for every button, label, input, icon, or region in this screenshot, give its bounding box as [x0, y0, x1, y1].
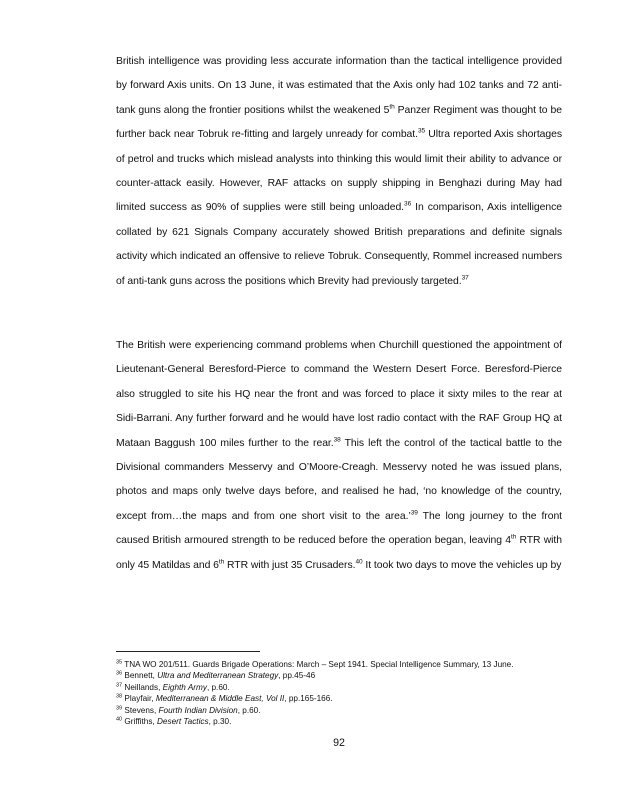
footnote-ref: th — [389, 103, 395, 111]
footnote-text: Neillands, — [122, 682, 163, 692]
body-text-run: Ultra reported Axis shortages of petrol and trucks which mislead analysts into thinking this would limit their ability to advance or counter-attack easily. However, RAF attacks on supply shipping in Benghazi during May had limited success as 90% of supplies were still being unloaded. — [116, 129, 562, 214]
footnote-ref: th — [218, 558, 225, 566]
footnote-list — [116, 659, 562, 727]
footnote-text: Playfair, — [122, 694, 156, 704]
footnote-ref: 36 — [404, 200, 412, 208]
footnote-pages: , p.60. — [237, 705, 261, 715]
footnote-number: 38 — [116, 693, 123, 700]
footnote-35 — [116, 659, 562, 670]
footnote-title: Ultra and Mediterranean Strategy — [157, 671, 279, 681]
body-text-run: The long journey to the front caused British armoured strength to be reduced before the operation began, leaving 4 — [116, 510, 563, 547]
footnote-40 — [116, 716, 562, 727]
footnote-text: Griffiths, — [122, 717, 158, 727]
footnote-text: TNA WO 201/511. Guards Brigade Operations: March – Sept 1941. Special Intelligence Summary, 13 June. — [122, 660, 514, 669]
footnote-36 — [116, 670, 562, 681]
footnote-ref: 38 — [333, 436, 341, 444]
body-text-run: Panzer Regiment was thought to be further back near Tobruk re-fitting and largely unready for combat. — [116, 104, 562, 141]
body-paragraph-intelligence — [116, 50, 562, 294]
footnote-39 — [116, 705, 562, 716]
footnote-number: 35 — [116, 659, 123, 666]
body-text-run: It took two days to move the vehicles up by — [362, 559, 562, 571]
footnote-title: Mediterranean & Middle East, Vol II — [155, 694, 285, 704]
footnote-pages: , p.30. — [208, 717, 232, 727]
footnote-number: 37 — [116, 682, 123, 689]
footnote-title: Desert Tactics — [157, 717, 209, 727]
footnote-pages: , pp.45-46 — [278, 671, 316, 681]
footnote-37 — [116, 682, 562, 693]
footnote-ref: 39 — [410, 509, 418, 517]
footnote-title: Eighth Army — [162, 682, 207, 692]
body-text-run: The British were experiencing command problems when Churchill questioned the appointment of Lieutenant-General Beresford-Pierce to command the Western Desert Force. Beresford-Pierce also struggled to site his HQ near the front and was forced to place it sixty miles to the rear at Sidi-Barrani. Any further forward and he would have lost radio contact with the RAF Group HQ at Mataan Baggush 100 miles further to the rear. — [116, 340, 562, 449]
footnote-text: Stevens, — [122, 705, 159, 715]
footnote-ref: 40 — [355, 558, 363, 566]
body-text-run: RTR with only 45 Matildas and 6 — [116, 535, 563, 571]
footnote-separator — [116, 651, 260, 652]
footnote-number: 39 — [116, 704, 123, 711]
footnote-ref: th — [510, 533, 517, 541]
footnote-ref: 37 — [461, 274, 469, 282]
page-number: 92 — [333, 737, 345, 749]
footnote-number: 40 — [116, 716, 123, 723]
body-text-run: This left the control of the tactical battle to the Divisional commanders Messervy and O’Moore-Creagh. Messervy noted he was issued plans, photos and maps only twelve days before, and realised he had, ‘no knowledge of the country, except from…the maps and from one short visit to the area.’ — [116, 437, 562, 522]
footnote-text: Bennett, — [122, 671, 158, 681]
footnote-38 — [116, 693, 562, 704]
body-text-run: In comparison, Axis intelligence collated by 621 Signals Company accurately showed British preparations and definite signals activity which indicated an offensive to relieve Tobruk. Consequently, Rommel increased numbers of anti-tank guns across the positions which Brevity had previously targeted. — [116, 202, 562, 287]
body-text-run: British intelligence was providing less accurate information than the tactical intelligence provided by forward Axis units. On 13 June, it was estimated that the Axis only had 102 tanks and 72 anti-tank guns along the frontier positions whilst the weakened 5 — [116, 56, 562, 116]
footnote-ref: 35 — [417, 127, 426, 135]
footnote-title: Fourth Indian Division — [158, 705, 238, 715]
footnote-pages: , pp.165-166. — [284, 694, 333, 704]
footnote-pages: , p.60. — [206, 682, 230, 692]
body-paragraph-command — [116, 334, 562, 578]
body-text-run: RTR with just 35 Crusaders. — [224, 559, 356, 571]
footnote-number: 36 — [116, 670, 123, 677]
